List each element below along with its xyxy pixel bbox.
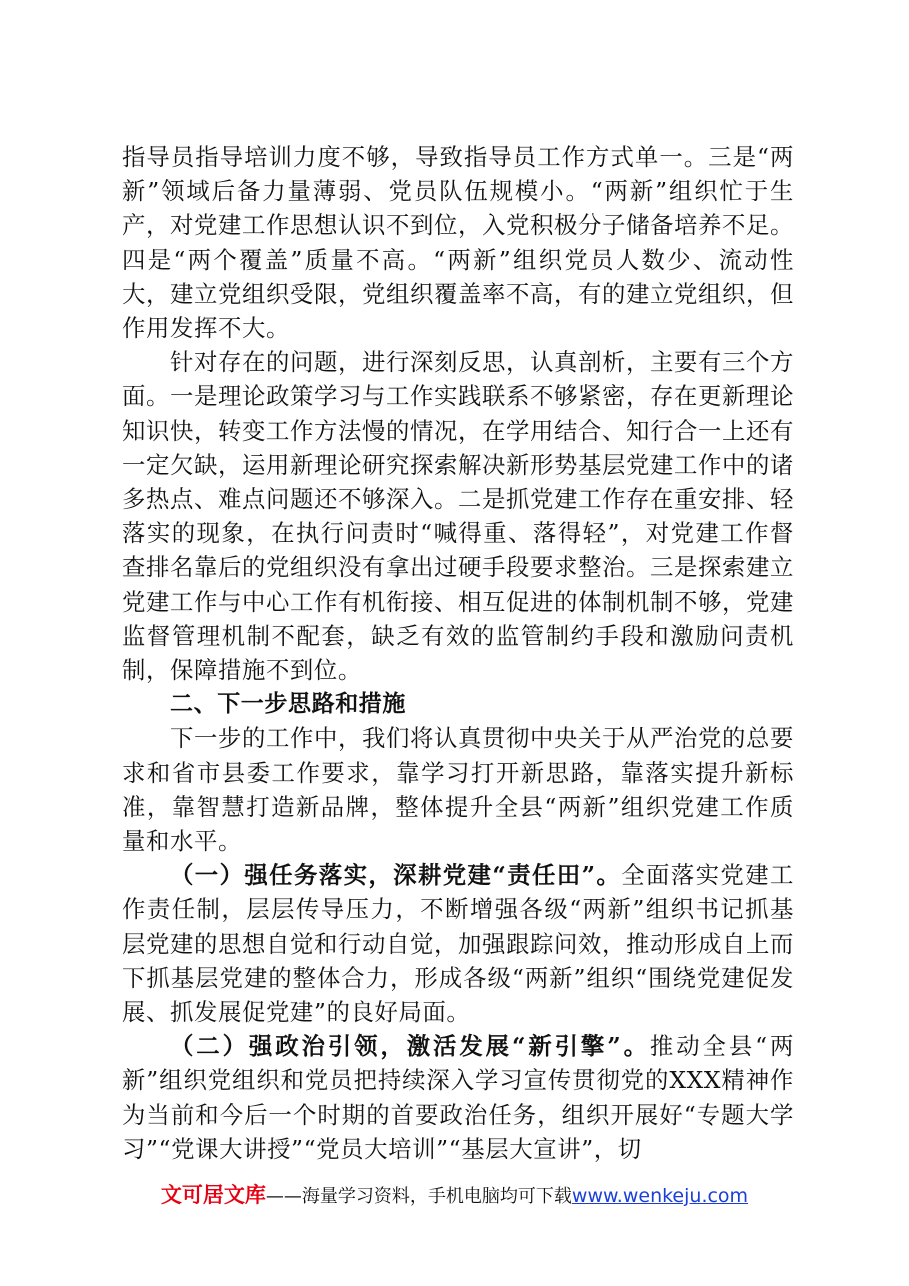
subsection-1-title: （一）强任务落实，深耕党建“责任田”。 xyxy=(170,861,622,890)
footer-brand: 文可居文库 xyxy=(160,1183,266,1207)
footer-link[interactable]: www.wenkeju.com xyxy=(571,1185,749,1207)
footer-banner xyxy=(0,1182,909,1210)
subsection-2-text: 推动全县“两新”组织党组织和党员把持续深入学习宣传贯彻党的XXX精神作为当前和今后一个时期的首要政治任务，组织开展好“专题大学习”“党课大讲授”“党员大培训”“基层大宣讲”，切 xyxy=(122,1032,795,1163)
subsection-2 xyxy=(122,1029,794,1166)
paragraph-1: 指导员指导培训力度不够，导致指导员工作方式单一。三是“两新”领域后备力量薄弱、党员队伍规模小。“两新”组织忙于生产，对党建工作思想认识不到位，入党积极分子储备培养不足。四是“两个覆盖”质量不高。“两新”组织党员人数少、流动性大，建立党组织受限，党组织覆盖率不高，有的建立党组织，但作用发挥不大。 xyxy=(122,143,794,343)
subsection-1 xyxy=(122,858,794,1029)
document-body xyxy=(122,140,794,1166)
subsection-2-title: （二）强政治引领，激活发展“新引擎”。 xyxy=(170,1032,650,1061)
paragraph-3: 下一步的工作中，我们将认真贯彻中央关于从严治党的总要求和省市县委工作要求，靠学习打开新思路，靠落实提升新标准，靠智慧打造新品牌，整体提升全县“两新”组织党建工作质量和水平。 xyxy=(122,724,794,856)
subsection-1-text: 全面落实党建工作责任制，层层传导压力，不断增强各级“两新”组织书记抓基层党建的思想自觉和行动自觉，加强跟踪问效，推动形成自上而下抓基层党建的整体合力，形成各级“两新”组织“围绕党建促发展、抓发展促党建”的良好局面。 xyxy=(122,861,794,1027)
paragraph-2: 针对存在的问题，进行深刻反思，认真剖析，主要有三个方面。一是理论政策学习与工作实践联系不够紧密，存在更新理论知识快，转变工作方法慢的情况，在学用结合、知行合一上还有一定欠缺，运用新理论研究探索解决新形势基层党建工作中的诸多热点、难点问题还不够深入。二是抓党建工作存在重安排、轻落实的现象，在执行问责时“喊得重、落得轻”，对党建工作督查排名靠后的党组织没有拿出过硬手段要求整治。三是探索建立党建工作与中心工作有机衔接、相互促进的体制机制不够，党建监督管理机制不配套，缺乏有效的监管制约手段和激励问责机制，保障措施不到位。 xyxy=(122,348,794,685)
footer-tagline: ——海量学习资料，手机电脑均可下载 xyxy=(265,1186,572,1207)
section-heading: 二、下一步思路和措施 xyxy=(170,691,406,718)
